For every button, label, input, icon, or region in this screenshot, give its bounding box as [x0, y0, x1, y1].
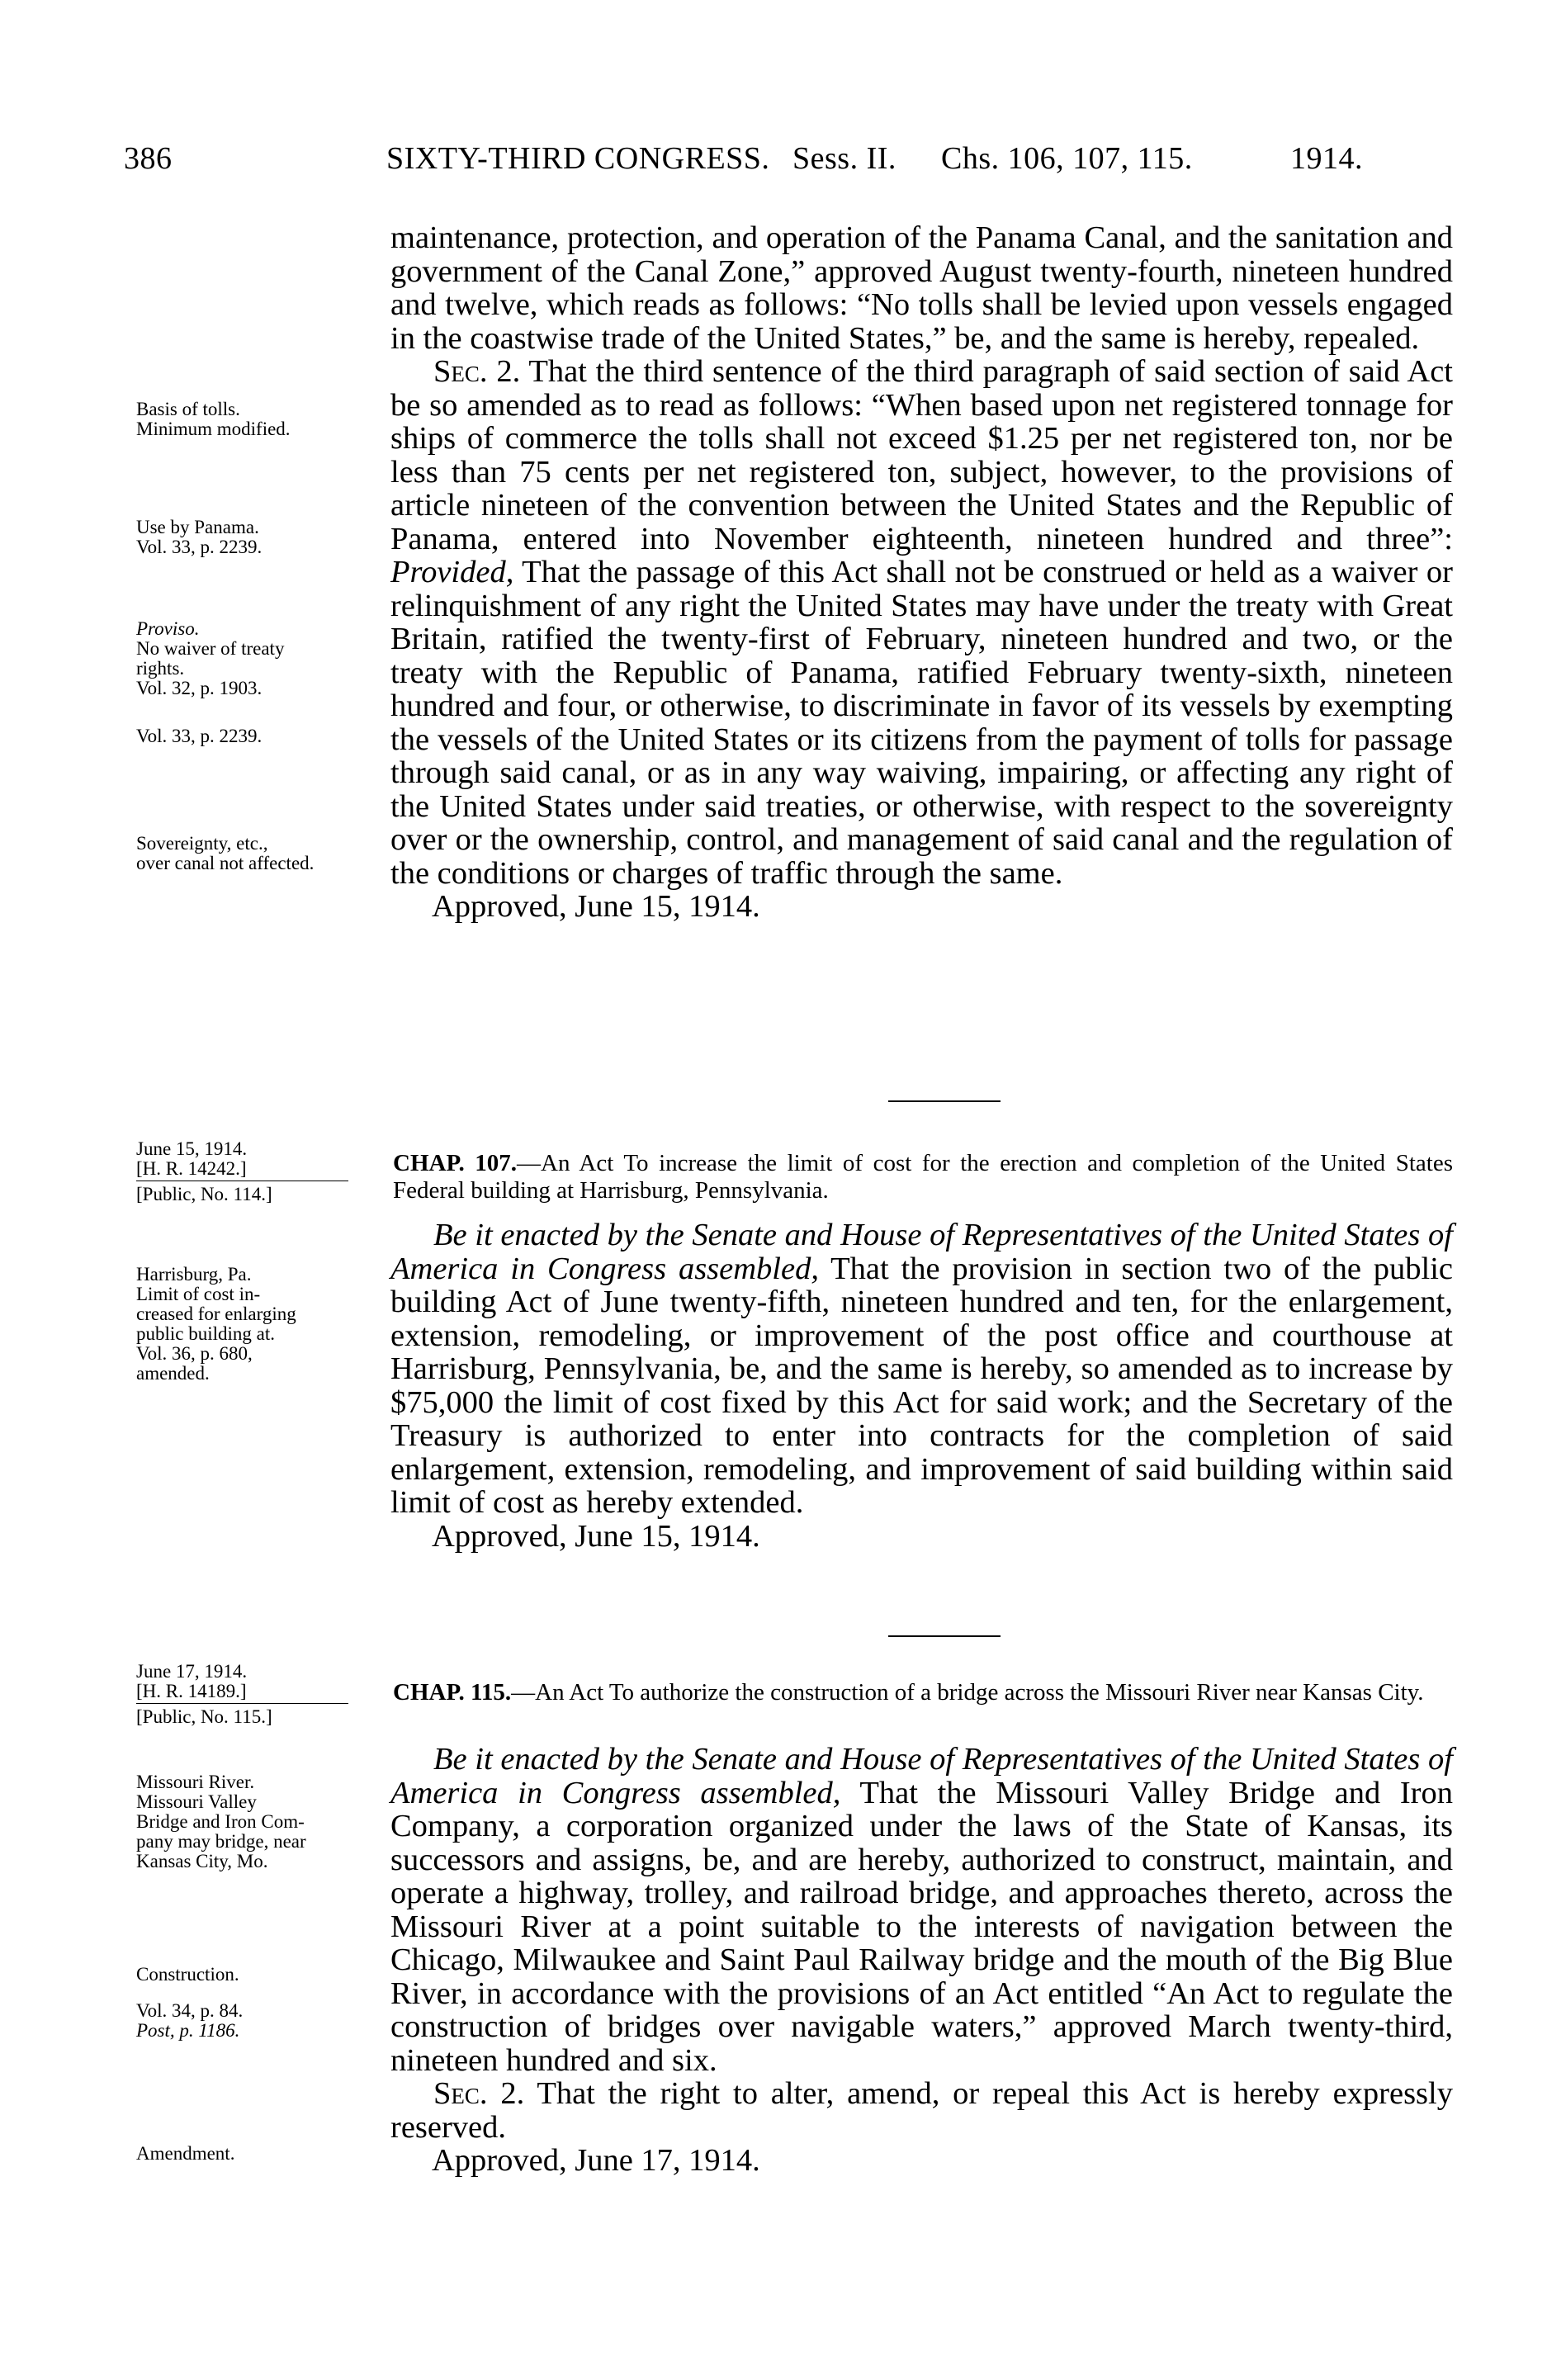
chapter-107-caption: [393, 1150, 1453, 1204]
chapter-107-body: [390, 1218, 1453, 1553]
chapter-106-body: [390, 221, 1453, 924]
chapter-106-approved: Approved, June 15, 1914.: [432, 889, 760, 924]
margin-note-proviso: Proviso. No waiver of treaty rights. Vol. 32, p. 1903.: [136, 618, 285, 698]
margin-note-use-by-panama: Use by Panama. Vol. 33, p. 2239.: [136, 517, 263, 557]
section-label: Sec. 2.: [433, 354, 521, 389]
sidebar-rule: [136, 1703, 348, 1704]
chapter-106-paragraph-1: maintenance, protection, and operation of the Panama Canal, and the sanitation and government of the Canal Zone,” approved August twenty-fourth, nineteen hundred and twelve, which reads as follows: “No tolls shall be levied upon vessels engaged in the coastwise trade of the United States,” be, and the same is hereby, repealed.: [390, 220, 1453, 356]
proviso-word: Provided,: [390, 555, 514, 589]
chapter-115-body: [390, 1743, 1453, 2178]
chapter-115-label: CHAP. 115.: [393, 1679, 512, 1706]
margin-note-amendment: Amendment.: [136, 2143, 235, 2164]
chapter-107-approved: Approved, June 15, 1914.: [432, 1518, 760, 1554]
section-divider: [888, 1100, 1001, 1102]
margin-note-basis-of-tolls: Basis of tolls. Minimum modified.: [136, 399, 291, 439]
margin-note-harrisburg: Harrisburg, Pa. Limit of cost in- creased for enlarging public building at. Vol. 36, p. 680, amended.: [136, 1264, 296, 1384]
chapter-115-paragraph: [390, 1743, 1453, 2077]
chapter-107-caption-text: —An Act To increase the limit of cost for the erection and completion of the United States Federal building at Harrisburg, Pennsylvania.: [393, 1150, 1453, 1204]
margin-note-missouri-river: Missouri River. Missouri Valley Bridge and Iron Com- pany may bridge, near Kansas City, Mo.: [136, 1772, 306, 1871]
chapter-115-public-law: [Public, No. 115.]: [136, 1706, 272, 1727]
congress-title: SIXTY-THIRD CONGRESS.: [386, 141, 770, 176]
section-label: Sec. 2.: [433, 2076, 525, 2111]
chapter-115-caption: [393, 1679, 1453, 1706]
year-label: 1914.: [1290, 141, 1363, 176]
chapters-label: Chs. 106, 107, 115.: [941, 141, 1193, 176]
section-2-text-a: That the third sentence of the third paragraph of said section of said Act be so amended as to read as follows: “When based upon net registered tonnage for ships of commerce the tolls shall not exceed $1.25 per net registered ton, nor be less than 75 cents per net registered ton, subject, however, to the provisions of article nineteen of the convention between the United States and the Republic of Panama, entered into November eighteenth, nineteen hundred and three”:: [390, 354, 1453, 556]
margin-note-vol-33: Vol. 33, p. 2239.: [136, 726, 263, 746]
session-label: Sess. II.: [792, 141, 897, 176]
chapter-107-date: June 15, 1914.: [136, 1138, 248, 1159]
margin-note-references: Vol. 34, p. 84. Post, p. 1186.: [136, 2000, 244, 2041]
section-2-text-b: That the passage of this Act shall not be construed or held as a waiver or relinquishment of any right the United States may have under the treaty with Great Britain, ratified the twenty-first of February, nineteen hundred and two, or the treaty with the Republic of Panama, ratified February twenty-sixth, nineteen hundred and four, or otherwise, to discriminate in favor of its vessels by exempting the vessels of the United States or its citizens from the payment of tolls for passage through said canal, or as in any way waiving, impairing, or affecting any right of the United States under said treaties, or otherwise, with respect to the sovereignty over or the ownership, control, and management of said canal and the regulation of the conditions or charges of traffic through the same.: [390, 555, 1453, 891]
chapter-107-paragraph: [390, 1218, 1453, 1520]
chapter-115-section-2-text: That the right to alter, amend, or repeal this Act is hereby expressly reserved.: [390, 2076, 1453, 2145]
chapter-115-text: That the Missouri Valley Bridge and Iron Company, a corporation organized under the laws of the State of Kansas, its successors and assigns, be, and are hereby, authorized to construct, maintain, and operate a highway, trolley, and railroad bridge, and approaches thereto, across the Missouri River at a point suitable to the interests of navigation between the Chicago, Milwaukee and Saint Paul Railway bridge and the mouth of the Big Blue River, in accordance with the provisions of an Act entitled “An Act to regulate the construction of bridges over navigable waters,” approved March twenty-third, nineteen hundred and six.: [390, 1775, 1453, 2078]
enacting-clause: Be it enacted by the Senate and House of Representatives of the United States of America in Congress assembled,: [390, 1742, 1453, 1810]
chapter-106-section-2: [390, 355, 1453, 890]
chapter-107-text: That the provision in section two of the public building Act of June twenty-fifth, nineteen hundred and ten, for the enlargement, extension, remodeling, or improvement of the post office and courthouse at Harrisburg, Pennsylvania, be, and the same is hereby, so amended as to increase by $75,000 the limit of cost fixed by this Act for said work; and the Secretary of the Treasury is authorized to enter into contracts for the completion of said enlargement, extension, remodeling, and improvement of said building within said limit of cost as hereby extended.: [390, 1251, 1453, 1520]
section-divider: [888, 1635, 1001, 1637]
chapter-115-sidebar: [136, 1662, 384, 1701]
chapter-115-bill: [H. R. 14189.]: [136, 1681, 247, 1701]
chapter-115-date: June 17, 1914.: [136, 1661, 248, 1682]
chapter-107-bill: [H. R. 14242.]: [136, 1158, 247, 1179]
page-number: 386: [124, 141, 173, 176]
margin-note-sovereignty: Sovereignty, etc., over canal not affected.: [136, 833, 315, 873]
chapter-107-public-law: [Public, No. 114.]: [136, 1184, 272, 1204]
chapter-115-section-2: [390, 2077, 1453, 2144]
chapter-107-label: CHAP. 107.: [393, 1150, 518, 1176]
chapter-115-approved: Approved, June 17, 1914.: [432, 2143, 760, 2178]
chapter-115-caption-text: —An Act To authorize the construction of a bridge across the Missouri River near Kansas City.: [511, 1679, 1424, 1706]
enacting-clause: Be it enacted by the Senate and House of Representatives of the United States of America in Congress assembled,: [390, 1218, 1453, 1286]
chapter-107-sidebar: [136, 1139, 384, 1179]
margin-note-construction: Construction.: [136, 1964, 239, 1985]
